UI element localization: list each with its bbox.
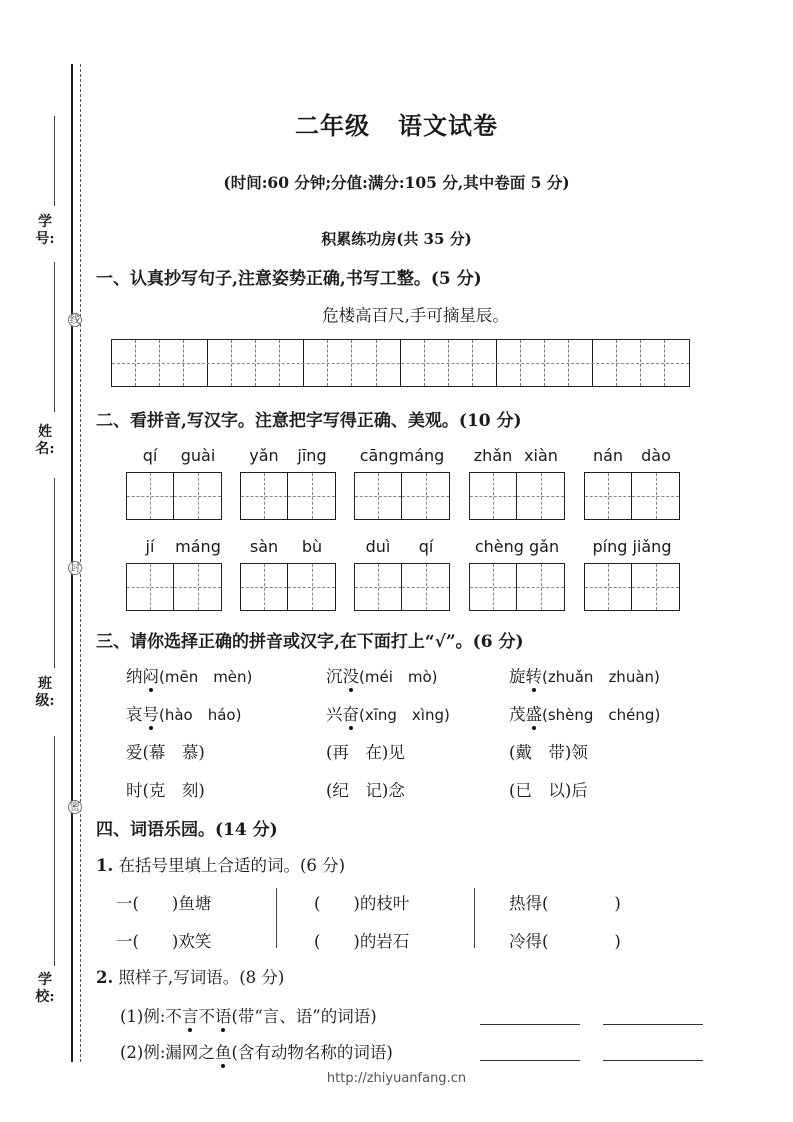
q4-heading: 四、词语乐园。(14 分) <box>96 820 278 840</box>
choice-options: (克 刻) <box>142 781 205 800</box>
choice-dotted-char: 没 <box>343 663 360 687</box>
q1-sentence: 危楼高百尺,手可摘星辰。 <box>322 306 509 325</box>
pinyin-text: duì <box>365 537 391 556</box>
answer-line[interactable] <box>603 1024 703 1025</box>
choice-word: 旋 <box>509 667 526 686</box>
choice-word: 沉 <box>326 667 343 686</box>
fill-blank-item[interactable]: ( )的岩石 <box>314 932 410 951</box>
choice-item[interactable] <box>126 777 205 801</box>
column-divider <box>276 888 277 948</box>
choice-dotted-char: 闷 <box>143 663 160 687</box>
hanzi-writing-box[interactable] <box>584 472 680 520</box>
choice-options: (戴 带) <box>509 743 572 762</box>
q4-sub1 <box>96 852 345 876</box>
choice-item[interactable] <box>126 701 241 725</box>
exam-subject: 语文试卷 <box>398 111 498 140</box>
choice-item[interactable] <box>509 739 588 763</box>
choice-dotted-char: 号 <box>143 701 160 725</box>
example-1 <box>120 1003 377 1027</box>
name-label: 姓名: <box>35 424 55 457</box>
example-dotted-char: 语 <box>215 1003 232 1027</box>
pinyin-text: bù <box>301 537 323 556</box>
choice-item[interactable] <box>326 739 405 763</box>
choice-dotted-char: 奋 <box>343 701 360 725</box>
choice-word: 后 <box>571 781 588 800</box>
hanzi-writing-box[interactable] <box>126 472 222 520</box>
q4-sub2-text: 照样子,写词语。(8 分) <box>118 968 285 987</box>
seal-char-seal: 封 <box>70 563 80 574</box>
school-label: 学校: <box>35 972 55 1005</box>
choice-options: (再 在) <box>326 743 389 762</box>
choice-item[interactable] <box>509 777 588 801</box>
q1-heading: 一、认真抄写句子,注意姿势正确,书写工整。(5 分) <box>96 269 482 289</box>
pinyin-text: nán <box>592 446 624 465</box>
footer-url: http://zhiyuanfang.cn <box>326 1071 467 1086</box>
pinyin-text: yǎn <box>249 446 279 465</box>
example-text: (1)例:不 <box>120 1007 182 1026</box>
choice-word: 见 <box>388 743 405 762</box>
pinyin-text: sàn <box>249 537 279 556</box>
pinyin-text: dào <box>641 446 671 465</box>
hanzi-writing-box[interactable] <box>584 563 680 611</box>
example-dotted-char: 鱼 <box>215 1039 232 1063</box>
choice-word: 爱 <box>126 743 143 762</box>
fill-blank-item[interactable]: ( )的枝叶 <box>314 894 410 913</box>
hanzi-writing-box[interactable] <box>240 563 336 611</box>
school-blank[interactable] <box>54 736 55 966</box>
example-text: 不 <box>198 1007 215 1026</box>
choice-word: 时 <box>126 781 143 800</box>
choice-options: (mēn mèn) <box>159 668 253 686</box>
choice-options: (shèng chéng) <box>542 706 661 724</box>
pinyin-text: xiàn <box>524 446 558 465</box>
answer-line[interactable] <box>480 1060 580 1061</box>
choice-word: 纳 <box>126 667 143 686</box>
pinyin-text: cāngmáng <box>359 446 445 465</box>
q2-heading: 二、看拼音,写汉字。注意把字写得正确、美观。(10 分) <box>96 411 522 431</box>
example-text: (2)例:漏网之 <box>120 1043 215 1062</box>
seal-char-secret: 密 <box>70 802 80 813</box>
answer-line[interactable] <box>603 1060 703 1061</box>
choice-item[interactable] <box>126 663 252 687</box>
hanzi-writing-box[interactable] <box>240 472 336 520</box>
hanzi-writing-box[interactable] <box>469 563 565 611</box>
choice-options: (méi mò) <box>359 668 438 686</box>
hanzi-writing-box[interactable] <box>354 563 450 611</box>
example-text: (带“言、语”的词语) <box>231 1007 377 1026</box>
answer-line[interactable] <box>480 1024 580 1025</box>
column-divider <box>474 888 475 948</box>
q3-heading: 三、请你选择正确的拼音或汉字,在下面打上“√”。(6 分) <box>96 632 524 652</box>
pinyin-text: jīng <box>297 446 327 465</box>
pinyin-text: jí <box>145 537 155 556</box>
q4-sub2 <box>96 964 284 988</box>
pinyin-text: chèng gǎn <box>474 537 560 556</box>
pinyin-text: píng jiǎng <box>592 537 672 556</box>
fill-blank-item[interactable]: 冷得( ) <box>509 932 621 951</box>
example-dotted-char: 言 <box>182 1003 199 1027</box>
choice-options: (xīng xìng) <box>359 706 450 724</box>
choice-options: (幕 慕) <box>142 743 205 762</box>
choice-item[interactable] <box>509 663 660 687</box>
exam-title <box>0 106 793 141</box>
class-label: 班级: <box>35 676 55 709</box>
q4-sub2-number: 2. <box>96 968 114 987</box>
hanzi-writing-box[interactable] <box>126 563 222 611</box>
choice-dotted-char: 盛 <box>526 701 543 725</box>
choice-word: 茂 <box>509 705 526 724</box>
choice-options: (hào háo) <box>159 706 242 724</box>
fill-blank-item[interactable]: 热得( ) <box>509 894 621 913</box>
q4-sub1-text: 在括号里填上合适的词。(6 分) <box>118 856 346 875</box>
exam-info: (时间:60 分钟;分值:满分:105 分,其中卷面 5 分) <box>223 173 570 192</box>
pinyin-text: máng <box>175 537 221 556</box>
choice-item[interactable] <box>326 663 438 687</box>
choice-options: (纪 记) <box>326 781 389 800</box>
exam-grade: 二年级 <box>295 111 370 140</box>
fill-blank-item[interactable]: 一( )鱼塘 <box>116 894 212 913</box>
copy-writing-grid[interactable] <box>111 339 690 387</box>
pinyin-text: qí <box>418 537 434 556</box>
choice-options: (已 以) <box>509 781 572 800</box>
section-title: 积累练功房(共 35 分) <box>321 230 472 248</box>
q4-sub1-number: 1. <box>96 856 114 875</box>
fill-blank-item[interactable]: 一( )欢笑 <box>116 932 212 951</box>
pinyin-text: guài <box>180 446 216 465</box>
student-id-label: 学号: <box>35 214 55 247</box>
class-blank[interactable] <box>54 478 55 668</box>
choice-item[interactable] <box>126 739 205 763</box>
name-blank[interactable] <box>54 262 55 412</box>
hanzi-writing-box[interactable] <box>469 472 565 520</box>
example-text: (含有动物名称的词语) <box>231 1043 393 1062</box>
pinyin-text: qí <box>142 446 158 465</box>
choice-word: 领 <box>571 743 588 762</box>
choice-options: (zhuǎn zhuàn) <box>542 668 660 686</box>
choice-word: 念 <box>388 781 405 800</box>
hanzi-writing-box[interactable] <box>354 472 450 520</box>
pinyin-text: zhǎn <box>473 446 513 465</box>
choice-word: 哀 <box>126 705 143 724</box>
choice-word: 兴 <box>326 705 343 724</box>
choice-dotted-char: 转 <box>526 663 543 687</box>
choice-item[interactable] <box>326 701 450 725</box>
seal-char-line: 线 <box>70 315 80 326</box>
example-2 <box>120 1039 393 1063</box>
choice-item[interactable] <box>509 701 660 725</box>
choice-item[interactable] <box>326 777 405 801</box>
